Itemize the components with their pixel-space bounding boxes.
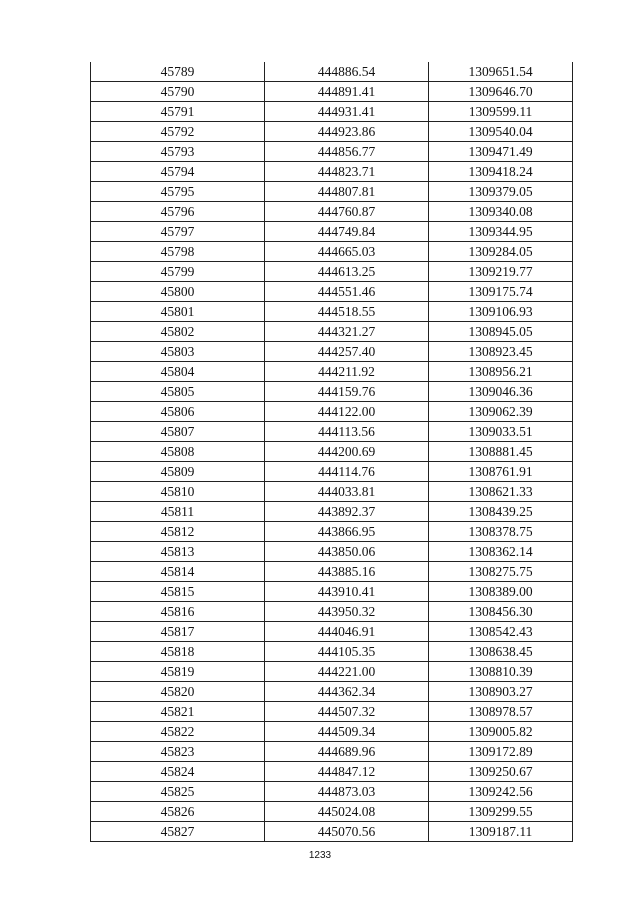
x-coordinate-cell: 443885.16 bbox=[265, 562, 429, 582]
y-coordinate-cell: 1309175.74 bbox=[429, 282, 573, 302]
point-id-cell: 45795 bbox=[91, 182, 265, 202]
y-coordinate-cell: 1308378.75 bbox=[429, 522, 573, 542]
table-row bbox=[91, 422, 573, 442]
y-coordinate-cell: 1308761.91 bbox=[429, 462, 573, 482]
x-coordinate-cell: 444507.32 bbox=[265, 702, 429, 722]
y-coordinate-cell: 1309646.70 bbox=[429, 82, 573, 102]
point-id-cell: 45810 bbox=[91, 482, 265, 502]
x-coordinate-cell: 444046.91 bbox=[265, 622, 429, 642]
y-coordinate-cell: 1308362.14 bbox=[429, 542, 573, 562]
point-id-cell: 45819 bbox=[91, 662, 265, 682]
coordinate-table-body bbox=[91, 62, 573, 842]
table-row bbox=[91, 722, 573, 742]
table-row bbox=[91, 762, 573, 782]
x-coordinate-cell: 444033.81 bbox=[265, 482, 429, 502]
table-row bbox=[91, 542, 573, 562]
x-coordinate-cell: 444891.41 bbox=[265, 82, 429, 102]
y-coordinate-cell: 1309062.39 bbox=[429, 402, 573, 422]
point-id-cell: 45822 bbox=[91, 722, 265, 742]
x-coordinate-cell: 444113.56 bbox=[265, 422, 429, 442]
y-coordinate-cell: 1309344.95 bbox=[429, 222, 573, 242]
x-coordinate-cell: 443892.37 bbox=[265, 502, 429, 522]
point-id-cell: 45817 bbox=[91, 622, 265, 642]
point-id-cell: 45814 bbox=[91, 562, 265, 582]
x-coordinate-cell: 444665.03 bbox=[265, 242, 429, 262]
y-coordinate-cell: 1309172.89 bbox=[429, 742, 573, 762]
x-coordinate-cell: 444760.87 bbox=[265, 202, 429, 222]
table-row bbox=[91, 522, 573, 542]
y-coordinate-cell: 1308945.05 bbox=[429, 322, 573, 342]
point-id-cell: 45802 bbox=[91, 322, 265, 342]
point-id-cell: 45808 bbox=[91, 442, 265, 462]
y-coordinate-cell: 1309284.05 bbox=[429, 242, 573, 262]
table-row bbox=[91, 622, 573, 642]
x-coordinate-cell: 444923.86 bbox=[265, 122, 429, 142]
x-coordinate-cell: 443950.32 bbox=[265, 602, 429, 622]
table-row bbox=[91, 502, 573, 522]
y-coordinate-cell: 1309242.56 bbox=[429, 782, 573, 802]
table-row bbox=[91, 802, 573, 822]
y-coordinate-cell: 1309299.55 bbox=[429, 802, 573, 822]
table-row bbox=[91, 122, 573, 142]
point-id-cell: 45799 bbox=[91, 262, 265, 282]
table-row bbox=[91, 362, 573, 382]
y-coordinate-cell: 1309187.11 bbox=[429, 822, 573, 842]
table-row bbox=[91, 662, 573, 682]
point-id-cell: 45818 bbox=[91, 642, 265, 662]
point-id-cell: 45811 bbox=[91, 502, 265, 522]
x-coordinate-cell: 444807.81 bbox=[265, 182, 429, 202]
table-row bbox=[91, 602, 573, 622]
x-coordinate-cell: 444886.54 bbox=[265, 62, 429, 82]
y-coordinate-cell: 1309033.51 bbox=[429, 422, 573, 442]
point-id-cell: 45820 bbox=[91, 682, 265, 702]
table-row bbox=[91, 442, 573, 462]
point-id-cell: 45816 bbox=[91, 602, 265, 622]
table-row bbox=[91, 682, 573, 702]
x-coordinate-cell: 445070.56 bbox=[265, 822, 429, 842]
x-coordinate-cell: 444613.25 bbox=[265, 262, 429, 282]
y-coordinate-cell: 1308903.27 bbox=[429, 682, 573, 702]
table-row bbox=[91, 782, 573, 802]
x-coordinate-cell: 444518.55 bbox=[265, 302, 429, 322]
table-row bbox=[91, 62, 573, 82]
point-id-cell: 45800 bbox=[91, 282, 265, 302]
point-id-cell: 45812 bbox=[91, 522, 265, 542]
y-coordinate-cell: 1309379.05 bbox=[429, 182, 573, 202]
x-coordinate-cell: 444321.27 bbox=[265, 322, 429, 342]
table-row bbox=[91, 822, 573, 842]
page-number: 1233 bbox=[308, 850, 332, 861]
point-id-cell: 45806 bbox=[91, 402, 265, 422]
y-coordinate-cell: 1309340.08 bbox=[429, 202, 573, 222]
y-coordinate-cell: 1308956.21 bbox=[429, 362, 573, 382]
y-coordinate-cell: 1308542.43 bbox=[429, 622, 573, 642]
point-id-cell: 45827 bbox=[91, 822, 265, 842]
table-row bbox=[91, 742, 573, 762]
x-coordinate-cell: 444823.71 bbox=[265, 162, 429, 182]
table-row bbox=[91, 642, 573, 662]
table-row bbox=[91, 482, 573, 502]
point-id-cell: 45815 bbox=[91, 582, 265, 602]
table-row bbox=[91, 282, 573, 302]
point-id-cell: 45823 bbox=[91, 742, 265, 762]
table-row bbox=[91, 562, 573, 582]
x-coordinate-cell: 444122.00 bbox=[265, 402, 429, 422]
x-coordinate-cell: 444856.77 bbox=[265, 142, 429, 162]
table-row bbox=[91, 202, 573, 222]
x-coordinate-cell: 444105.35 bbox=[265, 642, 429, 662]
point-id-cell: 45793 bbox=[91, 142, 265, 162]
point-id-cell: 45797 bbox=[91, 222, 265, 242]
point-id-cell: 45790 bbox=[91, 82, 265, 102]
y-coordinate-cell: 1309219.77 bbox=[429, 262, 573, 282]
point-id-cell: 45824 bbox=[91, 762, 265, 782]
point-id-cell: 45801 bbox=[91, 302, 265, 322]
y-coordinate-cell: 1308456.30 bbox=[429, 602, 573, 622]
y-coordinate-cell: 1308810.39 bbox=[429, 662, 573, 682]
x-coordinate-cell: 444689.96 bbox=[265, 742, 429, 762]
x-coordinate-cell: 444509.34 bbox=[265, 722, 429, 742]
x-coordinate-cell: 444873.03 bbox=[265, 782, 429, 802]
point-id-cell: 45792 bbox=[91, 122, 265, 142]
x-coordinate-cell: 444931.41 bbox=[265, 102, 429, 122]
table-row bbox=[91, 302, 573, 322]
y-coordinate-cell: 1308439.25 bbox=[429, 502, 573, 522]
point-id-cell: 45809 bbox=[91, 462, 265, 482]
x-coordinate-cell: 443850.06 bbox=[265, 542, 429, 562]
table-row bbox=[91, 322, 573, 342]
point-id-cell: 45796 bbox=[91, 202, 265, 222]
y-coordinate-cell: 1309651.54 bbox=[429, 62, 573, 82]
point-id-cell: 45803 bbox=[91, 342, 265, 362]
x-coordinate-cell: 444847.12 bbox=[265, 762, 429, 782]
y-coordinate-cell: 1309046.36 bbox=[429, 382, 573, 402]
y-coordinate-cell: 1309599.11 bbox=[429, 102, 573, 122]
table-row bbox=[91, 242, 573, 262]
table-row bbox=[91, 162, 573, 182]
table-row bbox=[91, 182, 573, 202]
y-coordinate-cell: 1309106.93 bbox=[429, 302, 573, 322]
point-id-cell: 45813 bbox=[91, 542, 265, 562]
y-coordinate-cell: 1308638.45 bbox=[429, 642, 573, 662]
table-row bbox=[91, 582, 573, 602]
table-row bbox=[91, 262, 573, 282]
point-id-cell: 45826 bbox=[91, 802, 265, 822]
point-id-cell: 45789 bbox=[91, 62, 265, 82]
table-row bbox=[91, 402, 573, 422]
table-row bbox=[91, 382, 573, 402]
table-row bbox=[91, 222, 573, 242]
x-coordinate-cell: 444362.34 bbox=[265, 682, 429, 702]
x-coordinate-cell: 444257.40 bbox=[265, 342, 429, 362]
point-id-cell: 45791 bbox=[91, 102, 265, 122]
y-coordinate-cell: 1309250.67 bbox=[429, 762, 573, 782]
x-coordinate-cell: 444749.84 bbox=[265, 222, 429, 242]
x-coordinate-cell: 444211.92 bbox=[265, 362, 429, 382]
y-coordinate-cell: 1309471.49 bbox=[429, 142, 573, 162]
y-coordinate-cell: 1309005.82 bbox=[429, 722, 573, 742]
coordinate-table bbox=[90, 62, 573, 842]
x-coordinate-cell: 444159.76 bbox=[265, 382, 429, 402]
table-row bbox=[91, 342, 573, 362]
x-coordinate-cell: 444551.46 bbox=[265, 282, 429, 302]
x-coordinate-cell: 444200.69 bbox=[265, 442, 429, 462]
y-coordinate-cell: 1308275.75 bbox=[429, 562, 573, 582]
table-row bbox=[91, 462, 573, 482]
y-coordinate-cell: 1308389.00 bbox=[429, 582, 573, 602]
x-coordinate-cell: 444221.00 bbox=[265, 662, 429, 682]
x-coordinate-cell: 444114.76 bbox=[265, 462, 429, 482]
y-coordinate-cell: 1308881.45 bbox=[429, 442, 573, 462]
point-id-cell: 45821 bbox=[91, 702, 265, 722]
y-coordinate-cell: 1309418.24 bbox=[429, 162, 573, 182]
point-id-cell: 45807 bbox=[91, 422, 265, 442]
point-id-cell: 45798 bbox=[91, 242, 265, 262]
y-coordinate-cell: 1308621.33 bbox=[429, 482, 573, 502]
table-row bbox=[91, 702, 573, 722]
x-coordinate-cell: 445024.08 bbox=[265, 802, 429, 822]
table-row bbox=[91, 142, 573, 162]
point-id-cell: 45794 bbox=[91, 162, 265, 182]
y-coordinate-cell: 1309540.04 bbox=[429, 122, 573, 142]
y-coordinate-cell: 1308923.45 bbox=[429, 342, 573, 362]
table-row bbox=[91, 82, 573, 102]
point-id-cell: 45804 bbox=[91, 362, 265, 382]
point-id-cell: 45805 bbox=[91, 382, 265, 402]
x-coordinate-cell: 443910.41 bbox=[265, 582, 429, 602]
y-coordinate-cell: 1308978.57 bbox=[429, 702, 573, 722]
point-id-cell: 45825 bbox=[91, 782, 265, 802]
table-row bbox=[91, 102, 573, 122]
x-coordinate-cell: 443866.95 bbox=[265, 522, 429, 542]
